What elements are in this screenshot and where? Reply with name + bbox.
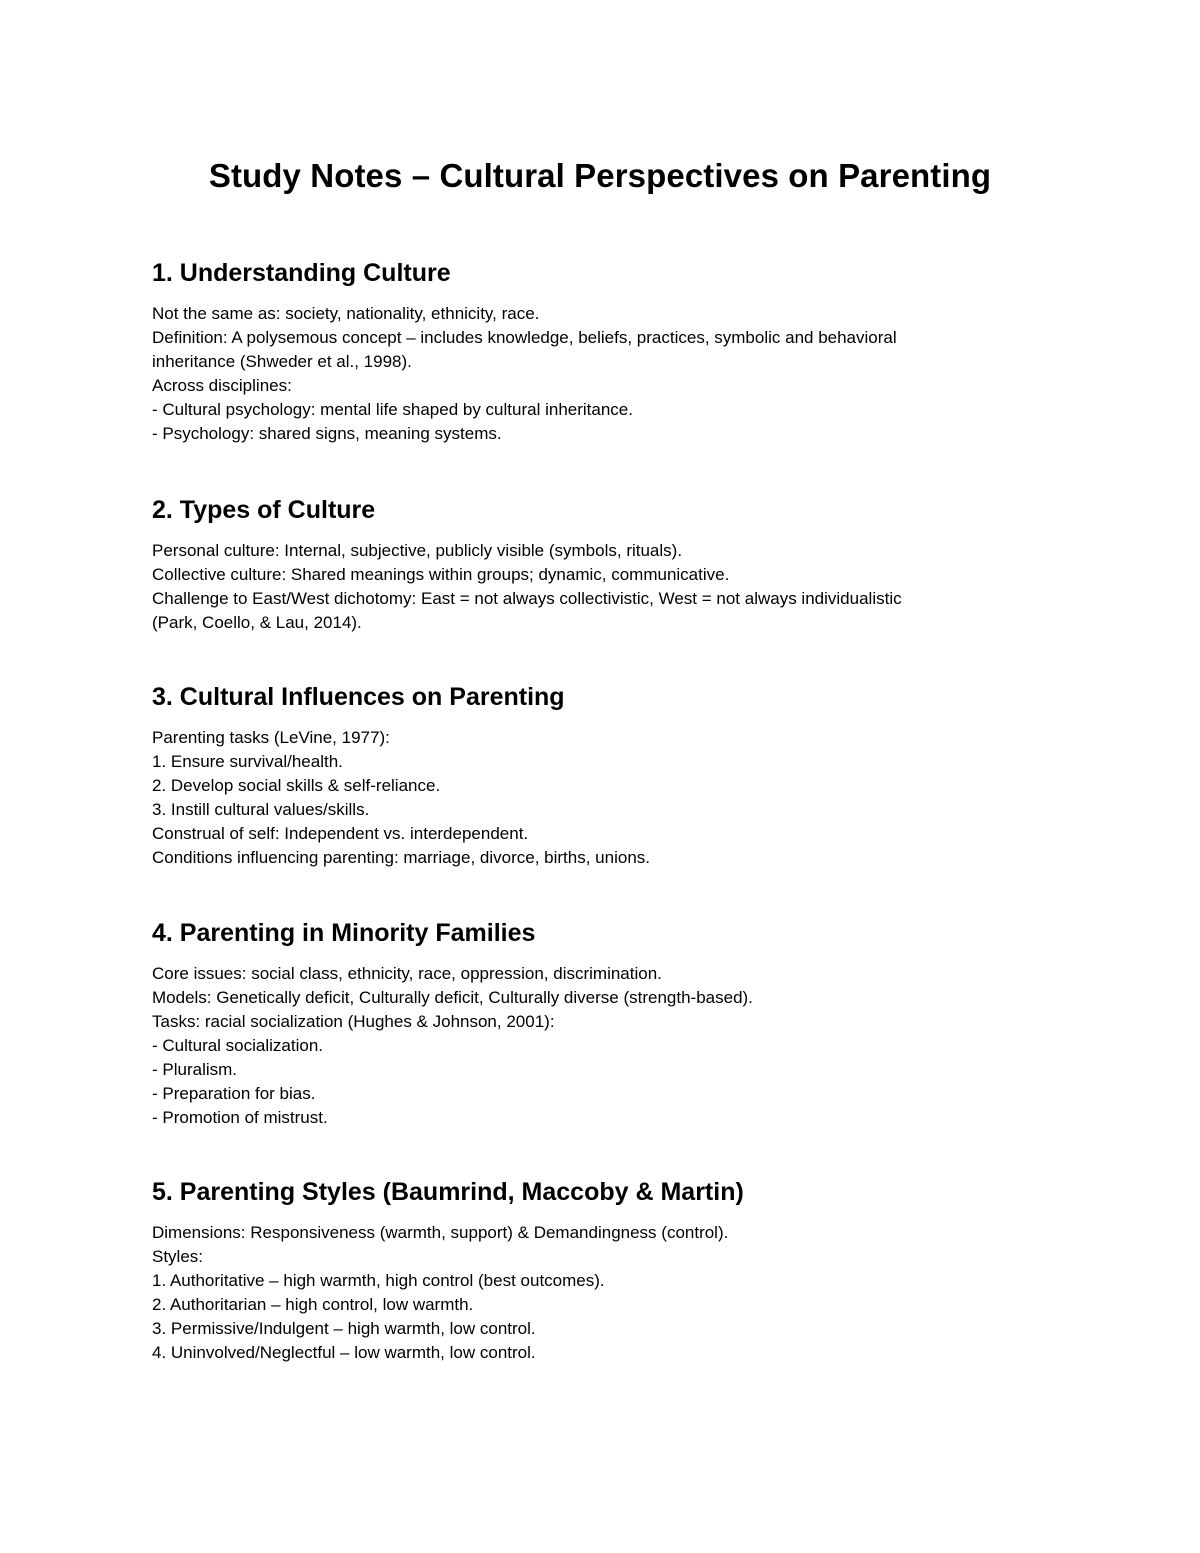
section-types-of-culture — [152, 493, 1052, 635]
section-understanding-culture — [152, 256, 1052, 446]
section-parenting-styles — [152, 1175, 1052, 1365]
text-line: Construal of self: Independent vs. interdependent. — [152, 824, 529, 843]
text-line: Styles: — [152, 1247, 204, 1266]
text-line: 3. Permissive/Indulgent – high warmth, low control. — [152, 1319, 536, 1338]
text-line: Core issues: social class, ethnicity, race, oppression, discrimination. — [152, 964, 662, 983]
text-line: - Cultural socialization. — [152, 1036, 324, 1055]
section-heading: 5. Parenting Styles (Baumrind, Maccoby & Martin) — [152, 1178, 744, 1206]
text-line: Tasks: racial socialization (Hughes & Johnson, 2001): — [152, 1012, 555, 1031]
text-line: Not the same as: society, nationality, ethnicity, race. — [152, 304, 540, 323]
text-line: 3. Instill cultural values/skills. — [152, 800, 370, 819]
text-line: Definition: A polysemous concept – includes knowledge, beliefs, practices, symbolic and behavioral — [152, 328, 897, 347]
text-line: inheritance (Shweder et al., 1998). — [152, 352, 412, 371]
text-line: 1. Ensure survival/health. — [152, 752, 343, 771]
section-minority-families — [152, 916, 1052, 1130]
text-line: - Psychology: shared signs, meaning systems. — [152, 424, 502, 443]
section-body — [152, 726, 1052, 870]
section-cultural-influences — [152, 680, 1052, 870]
text-line: - Preparation for bias. — [152, 1084, 316, 1103]
text-line: Conditions influencing parenting: marriage, divorce, births, unions. — [152, 848, 650, 867]
text-line: Challenge to East/West dichotomy: East = not always collectivistic, West = not always individualistic — [152, 589, 902, 608]
text-line: Parenting tasks (LeVine, 1977): — [152, 728, 390, 747]
text-line: - Cultural psychology: mental life shaped by cultural inheritance. — [152, 400, 633, 419]
section-heading: 1. Understanding Culture — [152, 259, 451, 287]
text-line: 2. Develop social skills & self-reliance. — [152, 776, 441, 795]
section-body — [152, 539, 1052, 635]
text-line: Collective culture: Shared meanings within groups; dynamic, communicative. — [152, 565, 730, 584]
section-body — [152, 962, 1052, 1130]
section-heading: 4. Parenting in Minority Families — [152, 919, 536, 947]
section-heading: 2. Types of Culture — [152, 496, 376, 524]
text-line: Models: Genetically deficit, Culturally deficit, Culturally diverse (strength-based). — [152, 988, 753, 1007]
text-line: - Promotion of mistrust. — [152, 1108, 328, 1127]
section-heading: 3. Cultural Influences on Parenting — [152, 683, 565, 711]
text-line: Across disciplines: — [152, 376, 292, 395]
section-body — [152, 1221, 1052, 1365]
section-body — [152, 302, 1052, 446]
text-line: - Pluralism. — [152, 1060, 238, 1079]
document-title: Study Notes – Cultural Perspectives on Parenting — [208, 157, 992, 194]
text-line: (Park, Coello, & Lau, 2014). — [152, 613, 362, 632]
text-line: 4. Uninvolved/Neglectful – low warmth, low control. — [152, 1343, 536, 1362]
text-line: Personal culture: Internal, subjective, publicly visible (symbols, rituals). — [152, 541, 683, 560]
text-line: Dimensions: Responsiveness (warmth, support) & Demandingness (control). — [152, 1223, 729, 1242]
text-line: 2. Authoritarian – high control, low warmth. — [152, 1295, 474, 1314]
text-line: 1. Authoritative – high warmth, high control (best outcomes). — [152, 1271, 605, 1290]
